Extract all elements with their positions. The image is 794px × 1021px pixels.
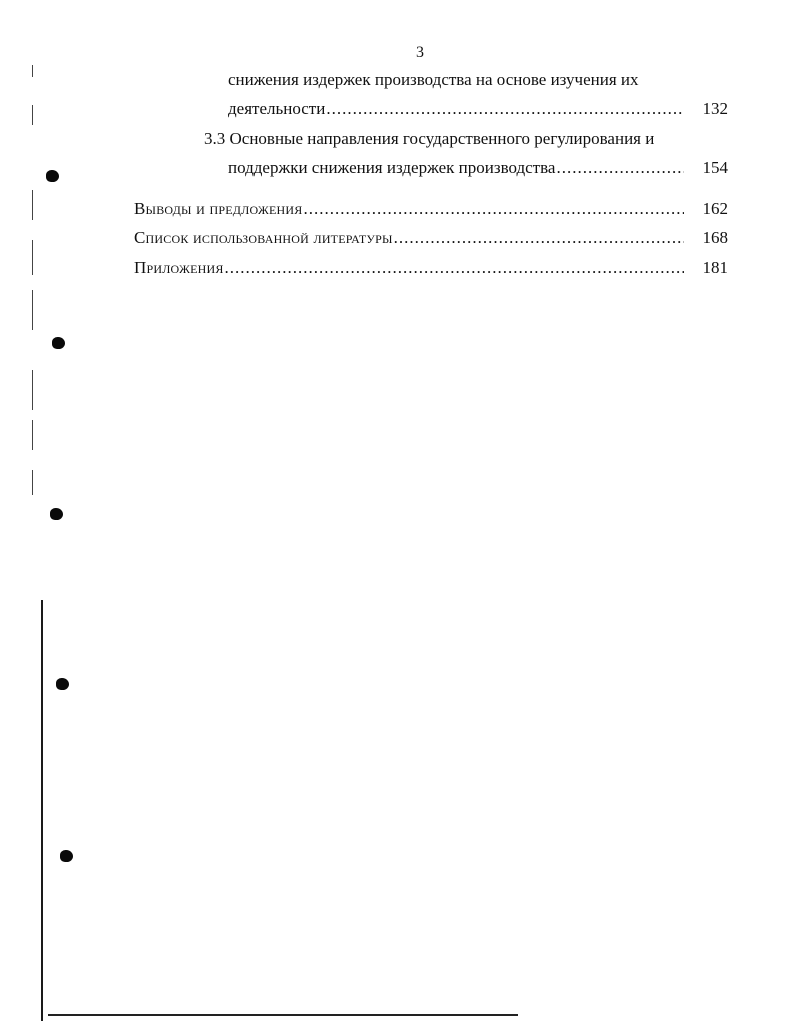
binding-edge-tick bbox=[32, 370, 33, 410]
binding-edge-tick bbox=[32, 190, 33, 220]
toc-entry-page: 162 bbox=[702, 199, 728, 218]
toc-entry-title: деятельности bbox=[228, 99, 326, 118]
binding-edge-tick bbox=[32, 65, 33, 77]
binding-edge-tick bbox=[32, 470, 33, 495]
binding-edge-tick bbox=[32, 420, 33, 450]
toc-leader-dots bbox=[225, 257, 684, 279]
toc-entry-title: Приложения bbox=[134, 258, 224, 277]
toc-entry-section-3-3 bbox=[228, 157, 728, 179]
toc-entry-conclusions bbox=[134, 198, 728, 220]
toc-leader-dots bbox=[326, 98, 684, 120]
punch-hole bbox=[46, 170, 59, 182]
binding-edge-tick bbox=[32, 240, 33, 275]
bottom-page-edge bbox=[48, 1014, 518, 1016]
toc-entry-page: 181 bbox=[702, 258, 728, 277]
toc-entry-page: 168 bbox=[702, 228, 728, 247]
page-number: 3 bbox=[416, 44, 424, 61]
toc-entry-activity bbox=[228, 98, 728, 120]
punch-hole bbox=[50, 508, 63, 520]
binding-edge-line bbox=[41, 600, 43, 1021]
toc-continued-line: снижения издержек производства на основе изучения их bbox=[228, 70, 639, 89]
toc-entry-references bbox=[134, 227, 728, 249]
toc-entry-title: Список использованной литературы bbox=[134, 228, 393, 247]
toc-section-3-3-line1: 3.3 Основные направления государственного регулирования и bbox=[204, 129, 655, 148]
punch-hole bbox=[56, 678, 69, 690]
binding-edge-tick bbox=[32, 105, 33, 125]
toc-leader-dots bbox=[556, 157, 684, 179]
toc-entry-appendices bbox=[134, 257, 728, 279]
toc-entry-title: поддержки снижения издержек производства bbox=[228, 158, 556, 177]
toc-leader-dots bbox=[394, 227, 684, 249]
toc-entry-page: 154 bbox=[702, 158, 728, 177]
punch-hole bbox=[52, 337, 65, 349]
binding-edge-tick bbox=[32, 290, 33, 330]
punch-hole bbox=[60, 850, 73, 862]
toc-leader-dots bbox=[303, 198, 684, 220]
toc-entry-title: Выводы и предложения bbox=[134, 199, 303, 218]
toc-entry-page: 132 bbox=[702, 99, 728, 118]
